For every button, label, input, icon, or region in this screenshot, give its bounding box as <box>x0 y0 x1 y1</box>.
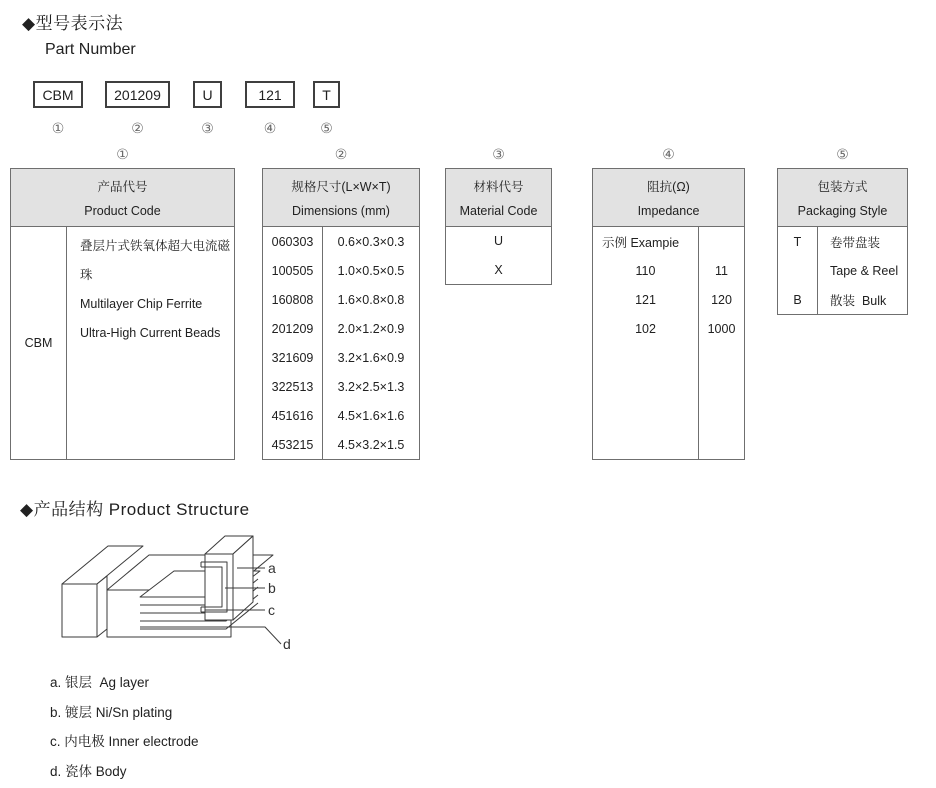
impedance-code: 102 <box>635 321 656 336</box>
packaging-label: 卷带盘装 <box>830 235 881 250</box>
impedance-blank <box>699 227 744 256</box>
header-zh: 规格尺寸(L×W×T) <box>291 180 391 195</box>
impedance-value: 1000 <box>707 321 736 336</box>
impedance-value: 120 <box>711 292 732 307</box>
header-en: Packaging Style <box>797 203 888 218</box>
size-value: 3.2×1.6×0.9 <box>337 350 405 365</box>
size-value: 2.0×1.2×0.9 <box>337 321 405 336</box>
impedance-example-label: 示例 Exampie <box>602 235 680 250</box>
packaging-code <box>778 256 817 285</box>
material-code-value: U <box>493 234 504 249</box>
size-value: 1.0×0.5×0.5 <box>337 263 405 278</box>
dimensions-table <box>262 168 420 460</box>
box-marker-2: ② <box>131 120 144 136</box>
slab-side-face <box>97 576 107 637</box>
impedance-table <box>592 168 745 460</box>
header-zh: 阻抗(Ω) <box>647 180 690 195</box>
impedance-code: 121 <box>635 292 656 307</box>
size-value: 1.6×0.8×0.8 <box>337 292 405 307</box>
description-line: Multilayer Chip Ferrite <box>80 296 203 311</box>
part-number-box-material: U <box>193 81 222 108</box>
size-value: 4.5×1.6×1.6 <box>337 408 405 423</box>
description-line: Ultra-High Current Beads <box>80 326 221 341</box>
size-value: 4.5×3.2×1.5 <box>337 437 405 452</box>
size-code: 100505 <box>271 263 314 278</box>
packaging-label: 散装 Bulk <box>830 293 887 308</box>
material-code-table-header <box>446 169 551 227</box>
box-marker-5: ⑤ <box>320 120 333 136</box>
packaging-table-header <box>778 169 907 227</box>
box-marker-4: ④ <box>263 120 277 136</box>
diagram-label-d: d <box>283 636 291 652</box>
size-value: 0.6×0.3×0.3 <box>337 234 405 249</box>
table-marker-3: ③ <box>492 146 505 162</box>
packaging-label: Tape & Reel <box>830 263 899 278</box>
product-code-description <box>67 227 234 459</box>
box-marker-1: ① <box>51 120 65 136</box>
size-code: 321609 <box>271 350 314 365</box>
diagram-label-b: b <box>268 580 276 596</box>
part-number-box-product-code: CBM <box>33 81 83 108</box>
material-code-table <box>445 168 552 285</box>
description-line: 叠层片式铁氧体超大电流磁 <box>80 238 231 253</box>
material-code-value: X <box>494 262 503 277</box>
table-marker-4: ④ <box>662 146 675 162</box>
impedance-value: 11 <box>715 263 728 278</box>
part-number-box-impedance: 121 <box>245 81 295 108</box>
diagram-label-c: c <box>268 602 275 618</box>
product-code-table <box>10 168 235 460</box>
product-structure-diagram <box>55 528 320 663</box>
dimensions-table-header <box>263 169 419 227</box>
description-line: 珠 <box>80 268 93 283</box>
table-marker-2: ② <box>334 146 348 162</box>
legend-item-d: d. 瓷体 Body <box>50 764 127 779</box>
product-code-table-header <box>11 169 234 227</box>
size-code: 322513 <box>271 379 314 394</box>
header-en: Dimensions (mm) <box>292 203 390 218</box>
header-en: Product Code <box>84 203 161 218</box>
part-number-box-packaging: T <box>313 81 340 108</box>
header-zh: 包装方式 <box>817 180 868 195</box>
legend-item-a: a. 银层 Ag layer <box>50 675 150 690</box>
packaging-table <box>777 168 908 315</box>
header-en: Impedance <box>637 203 700 218</box>
part-number-title-en: Part Number <box>45 41 136 58</box>
legend-item-c: c. 内电极 Inner electrode <box>50 734 199 749</box>
table-marker-1: ① <box>116 146 129 162</box>
header-zh: 材料代号 <box>473 180 524 195</box>
size-code: 453215 <box>271 437 314 452</box>
diagram-label-a: a <box>268 560 276 576</box>
product-structure-title: ◆产品结构 Product Structure <box>20 500 250 519</box>
size-code: 060303 <box>271 234 314 249</box>
packaging-code: B <box>793 292 802 307</box>
size-code: 451616 <box>271 408 314 423</box>
impedance-table-header <box>593 169 744 227</box>
header-en: Material Code <box>459 203 538 218</box>
product-code-value: CBM <box>24 336 53 350</box>
part-number-title-zh: ◆型号表示法 <box>22 14 124 33</box>
header-zh: 产品代号 <box>97 180 148 195</box>
size-code: 201209 <box>271 321 314 336</box>
size-value: 3.2×2.5×1.3 <box>337 379 405 394</box>
legend-item-b: b. 镀层 Ni/Sn plating <box>50 705 173 720</box>
part-number-box-dimensions: 201209 <box>105 81 170 108</box>
table-marker-5: ⑤ <box>836 146 849 162</box>
box-marker-3: ③ <box>201 120 214 136</box>
packaging-code: T <box>793 234 802 249</box>
size-code: 160808 <box>271 292 314 307</box>
impedance-code: 110 <box>635 263 656 278</box>
slab-front-face <box>62 584 97 637</box>
